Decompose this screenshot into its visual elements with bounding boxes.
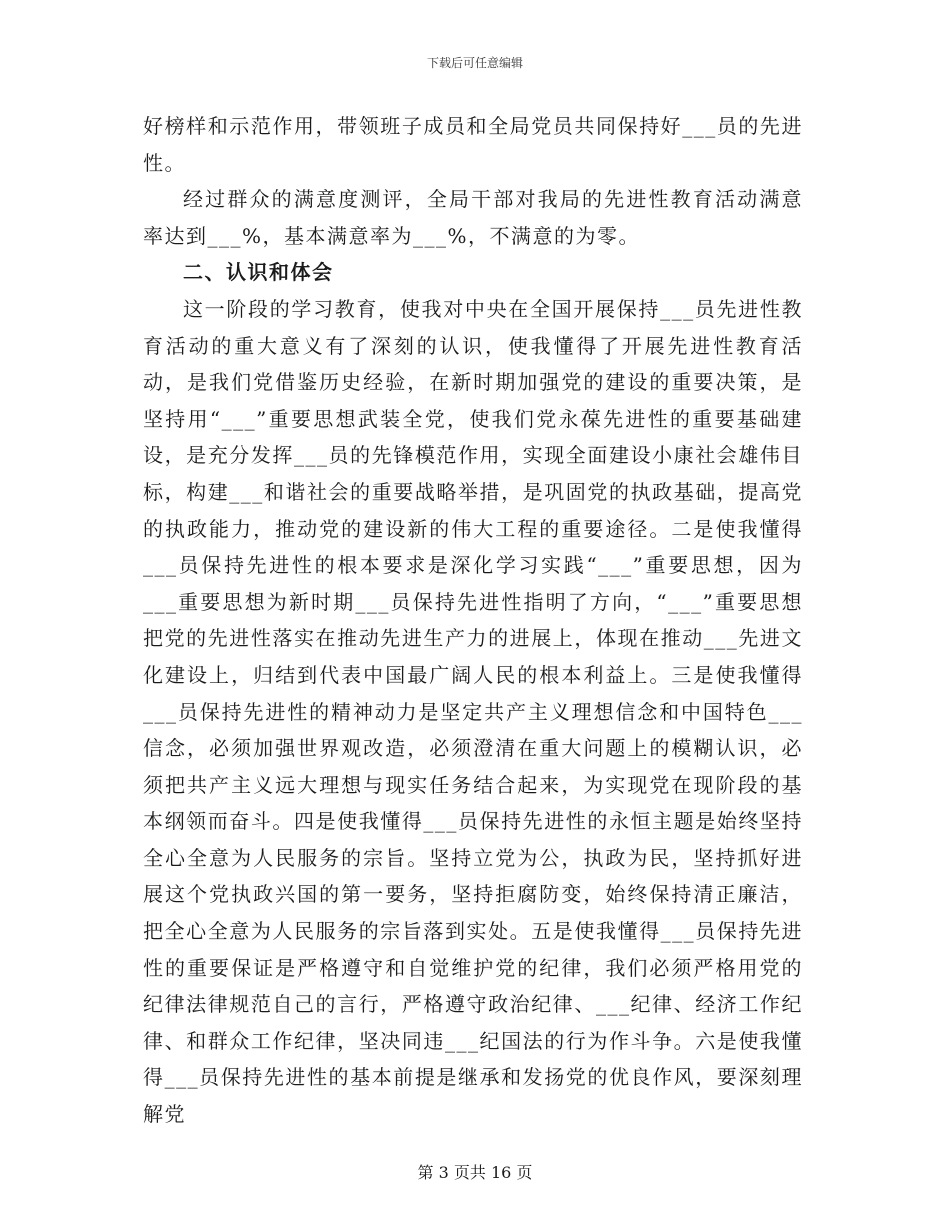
document-body [143,108,803,1133]
page-footer-number: 第 3 页共 16 页 [417,1163,533,1182]
section-heading: 二、认识和体会 [183,260,334,285]
paragraph-continued: 好榜样和示范作用，带领班子成员和全局党员共同保持好___员的先进性。 [143,114,803,175]
page-header-note: 下载后可任意编辑 [426,56,523,70]
paragraph-satisfaction: 经过群众的满意度测评，全局干部对我局的先进性教育活动满意率达到___%，基本满意率为___%，不满意的为零。 [143,187,803,248]
paragraph-understanding: 这一阶段的学习教育，使我对中央在全国开展保持___员先进性教育活动的重大意义有了深刻的认识，使我懂得了开展先进性教育活动，是我们党借鉴历史经验，在新时期加强党的建设的重要决策，是坚持用“___”重要思想武装全党，使我们党永葆先进性的重要基础建设，是充分发挥___员的先锋模范作用，实现全面建设小康社会雄伟目标，构建___和谐社会的重要战略举措，是巩固党的执政基础，提高党的执政能力，推动党的建设新的伟大工程的重要途径。二是使我懂得___员保持先进性的根本要求是深化学习实践“___”重要思想，因为___重要思想为新时期___员保持先进性指明了方向，“___”重要思想把党的先进性落实在推动先进生产力的进展上，体现在推动___先进文化建设上，归结到代表中国最广阔人民的根本利益上。三是使我懂得___员保持先进性的精神动力是坚定共产主义理想信念和中国特色___信念，必须加强世界观改造，必须澄清在重大问题上的模糊认识，必须把共产主义远大理想与现实任务结合起来，为实现党在现阶段的基本纲领而奋斗。四是使我懂得___员保持先进性的永恒主题是始终坚持全心全意为人民服务的宗旨。坚持立党为公，执政为民，坚持抓好进展这个党执政兴国的第一要务，坚持拒腐防变，始终保持清正廉洁，把全心全意为人民服务的宗旨落到实处。五是使我懂得___员保持先进性的重要保证是严格遵守和自觉维护党的纪律，我们必须严格用党的纪律法律规范自己的言行，严格遵守政治纪律、___纪律、经济工作纪律、和群众工作纪律，坚决同违___纪国法的行为作斗争。六是使我懂得___员保持先进性的基本前提是继承和发扬党的优良作风，要深刻理解党 [143,296,803,1127]
